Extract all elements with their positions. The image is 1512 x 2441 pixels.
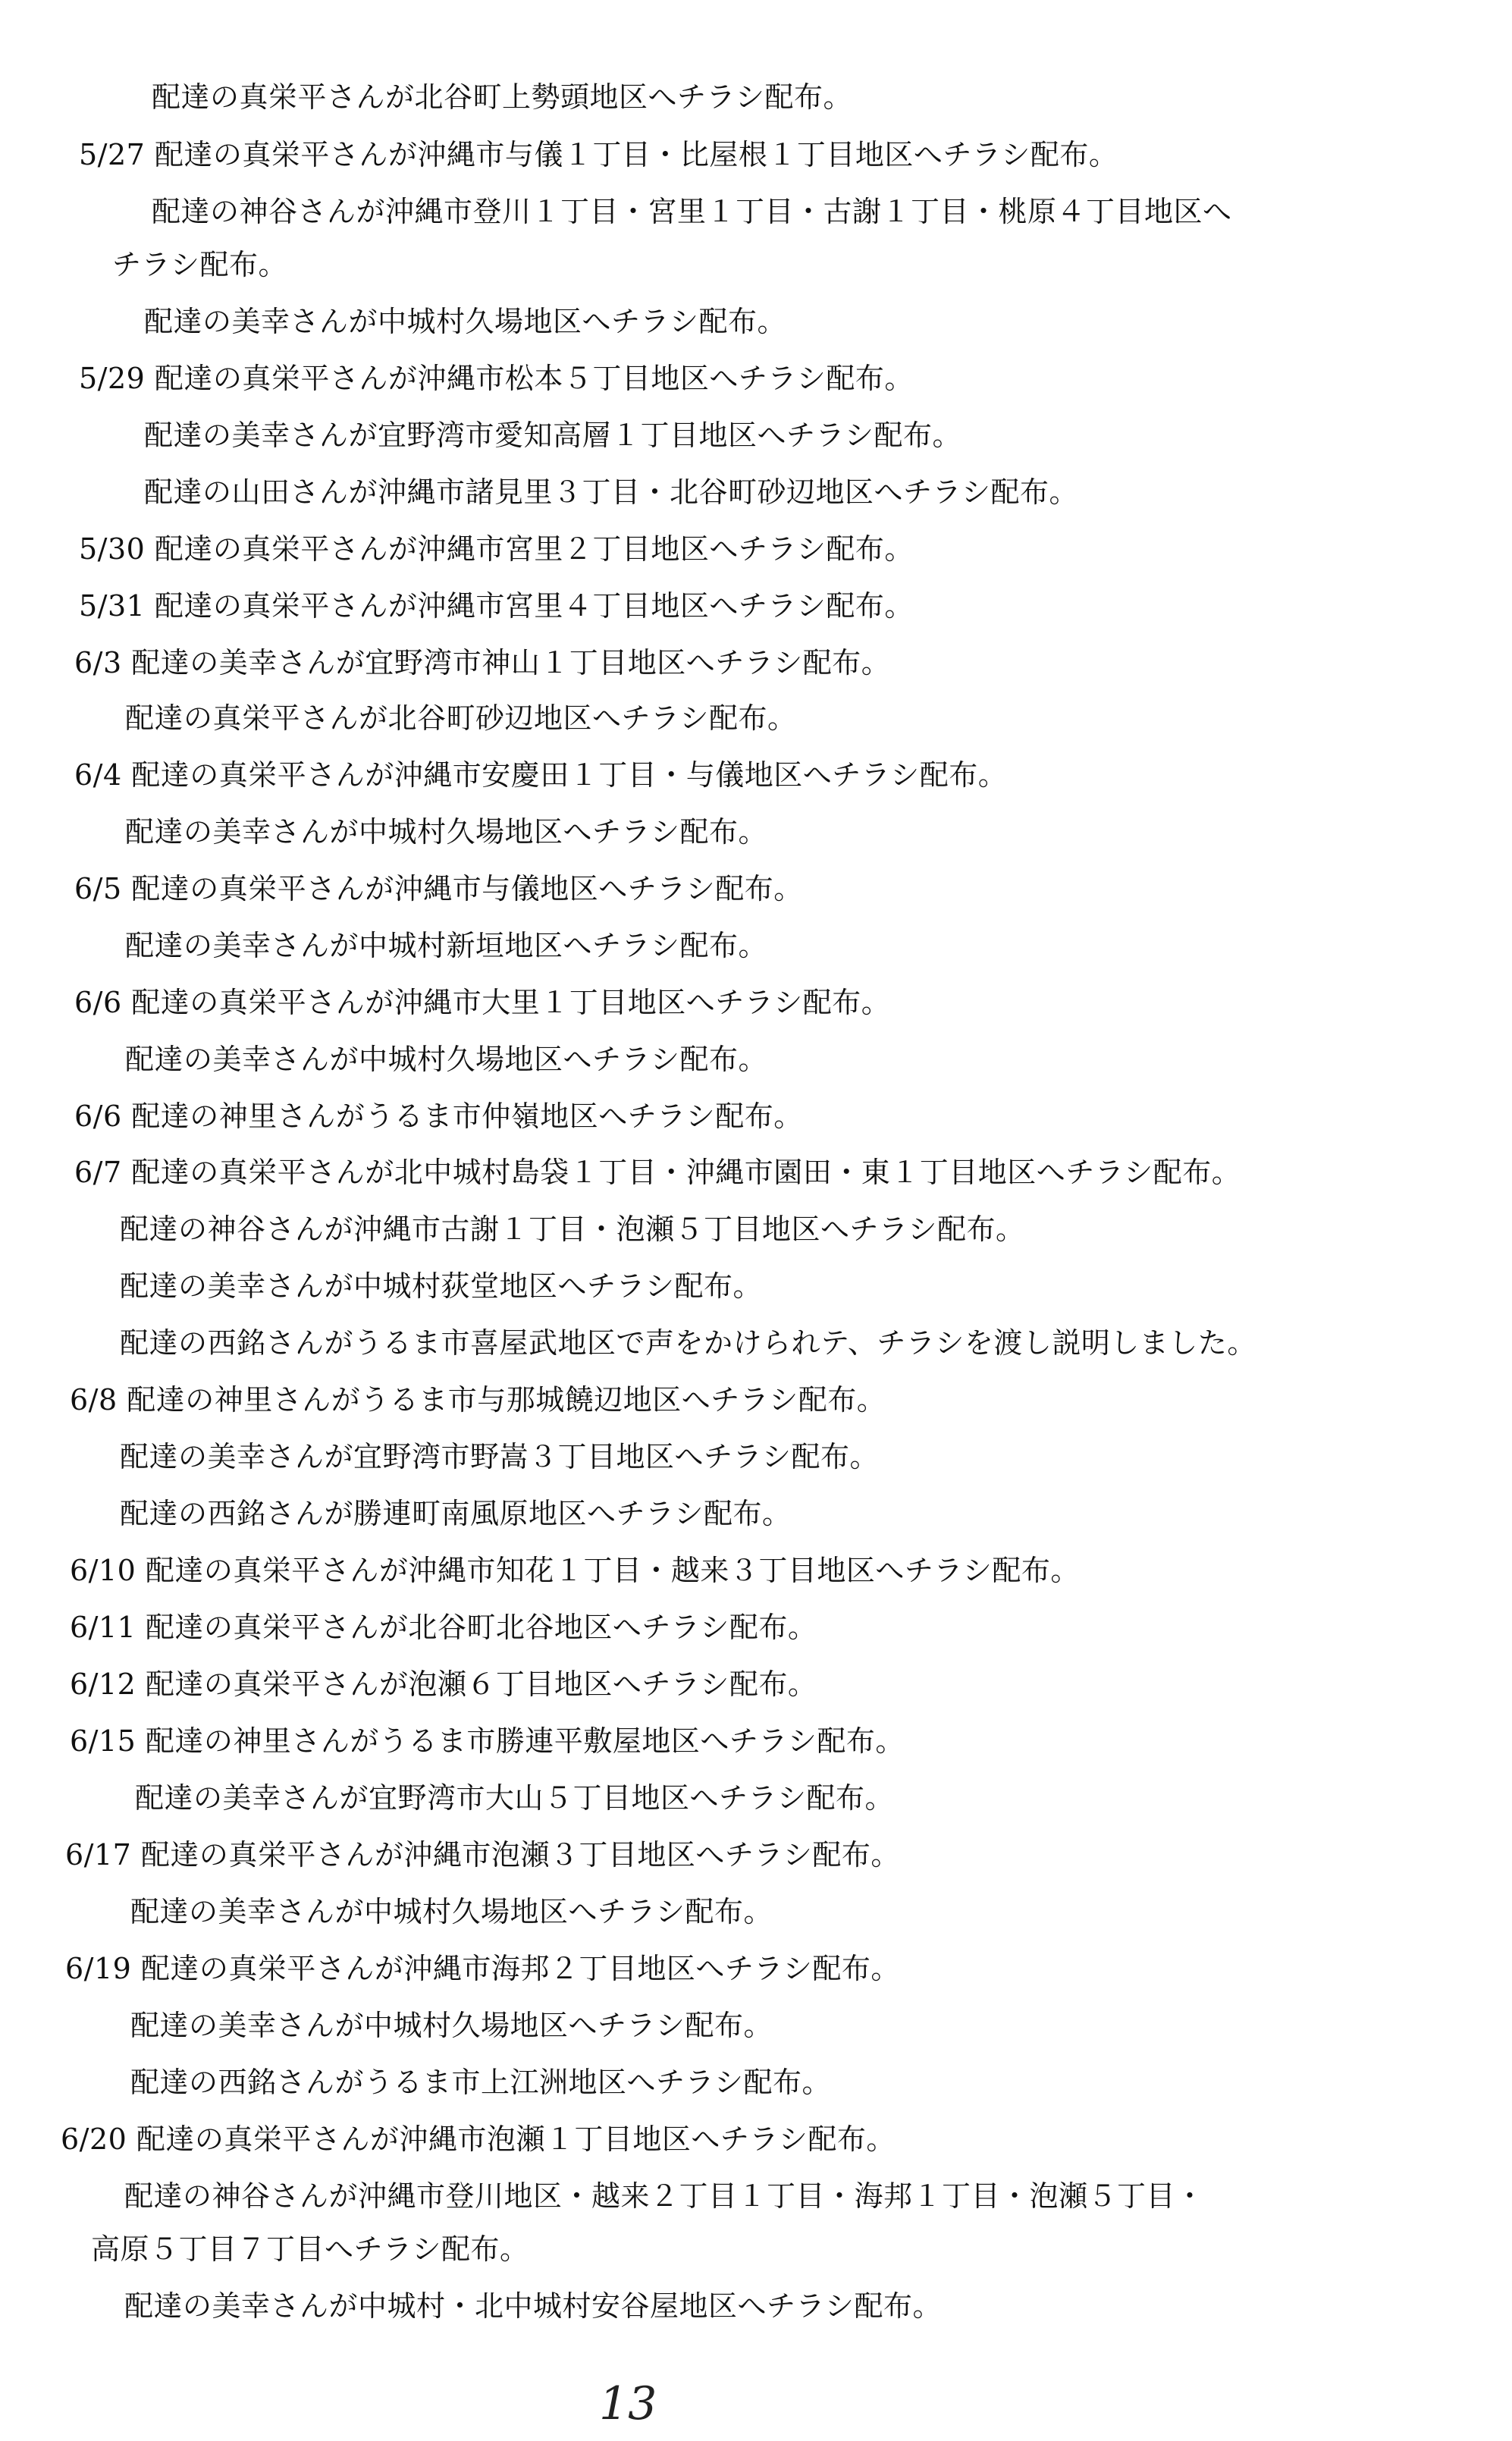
text-line: 配達の美幸さんが中城村久場地区へチラシ配布。 (144, 305, 787, 338)
page-number: 13 (599, 2377, 657, 2430)
text-line: 6/5 配達の真栄平さんが沖縄市与儀地区へチラシ配布。 (74, 872, 803, 905)
text-line: 配達の西銘さんが勝連町南風原地区へチラシ配布。 (120, 1497, 792, 1530)
text-line: 配達の山田さんが沖縄市諸見里３丁目・北谷町砂辺地区へチラシ配布。 (144, 475, 1079, 509)
text-line: 6/7 配達の真栄平さんが北中城村島袋１丁目・沖縄市園田・東１丁目地区へチラシ配布。 (74, 1156, 1241, 1189)
text-line: 配達の西銘さんがうるま市上江洲地区へチラシ配布。 (130, 2066, 832, 2099)
text-line: 配達の神谷さんが沖縄市古謝１丁目・泡瀬５丁目地区へチラシ配布。 (120, 1213, 1025, 1246)
text-line: 5/30 配達の真栄平さんが沖縄市宮里２丁目地区へチラシ配布。 (79, 532, 914, 566)
text-line: 6/20 配達の真栄平さんが沖縄市泡瀬１丁目地区へチラシ配布。 (61, 2123, 896, 2156)
text-line: 配達の美幸さんが中城村新垣地区へチラシ配布。 (125, 929, 768, 962)
text-line: 6/6 配達の真栄平さんが沖縄市大里１丁目地区へチラシ配布。 (74, 986, 891, 1019)
text-line: 配達の美幸さんが宜野湾市野嵩３丁目地区へチラシ配布。 (120, 1440, 880, 1473)
text-line: 配達の美幸さんが宜野湾市愛知高層１丁目地区へチラシ配布。 (144, 419, 962, 452)
text-line: 配達の真栄平さんが北谷町上勢頭地区へチラシ配布。 (152, 80, 853, 114)
text-line: 配達の美幸さんが中城村久場地区へチラシ配布。 (125, 815, 768, 849)
text-line: 配達の西銘さんがうるま市喜屋武地区で声をかけられテ、チラシを渡し説明しました。 (120, 1326, 1256, 1360)
text-line: 配達の真栄平さんが北谷町砂辺地区へチラシ配布。 (125, 701, 797, 735)
text-line: 配達の美幸さんが中城村久場地区へチラシ配布。 (130, 1895, 773, 1928)
text-line: 6/12 配達の真栄平さんが泡瀬６丁目地区へチラシ配布。 (70, 1668, 817, 1701)
text-line: 配達の神谷さんが沖縄市登川地区・越来２丁目１丁目・海邦１丁目・泡瀬５丁目・ (124, 2179, 1205, 2213)
text-line: 配達の美幸さんが中城村・北中城村安谷屋地区へチラシ配布。 (124, 2289, 943, 2323)
text-line: 高原５丁目７丁目へチラシ配布。 (91, 2232, 529, 2266)
text-line: 6/17 配達の真栄平さんが沖縄市泡瀬３丁目地区へチラシ配布。 (65, 1838, 900, 1872)
text-line: 6/8 配達の神里さんがうるま市与那城饒辺地区へチラシ配布。 (70, 1383, 886, 1417)
text-line: 配達の美幸さんが中城村久場地区へチラシ配布。 (130, 2009, 773, 2042)
text-line: 5/31 配達の真栄平さんが沖縄市宮里４丁目地区へチラシ配布。 (79, 589, 914, 623)
text-line: 5/27 配達の真栄平さんが沖縄市与儀１丁目・比屋根１丁目地区へチラシ配布。 (79, 138, 1118, 171)
text-line: 6/3 配達の美幸さんが宜野湾市神山１丁目地区へチラシ配布。 (74, 646, 891, 679)
text-line: 配達の美幸さんが中城村荻堂地区へチラシ配布。 (120, 1269, 763, 1303)
text-line: 6/11 配達の真栄平さんが北谷町北谷地区へチラシ配布。 (70, 1611, 817, 1644)
text-line: 6/15 配達の神里さんがうるま市勝連平敷屋地区へチラシ配布。 (70, 1724, 905, 1758)
text-line: 配達の神谷さんが沖縄市登川１丁目・宮里１丁目・古謝１丁目・桃原４丁目地区へ (152, 195, 1232, 228)
text-line: 配達の美幸さんが中城村久場地区へチラシ配布。 (125, 1043, 768, 1076)
text-line: 6/10 配達の真栄平さんが沖縄市知花１丁目・越来３丁目地区へチラシ配布。 (70, 1554, 1080, 1587)
text-line: 配達の美幸さんが宜野湾市大山５丁目地区へチラシ配布。 (135, 1781, 895, 1815)
text-line: 6/4 配達の真栄平さんが沖縄市安慶田１丁目・与儀地区へチラシ配布。 (74, 758, 1008, 792)
text-line: 5/29 配達の真栄平さんが沖縄市松本５丁目地区へチラシ配布。 (79, 362, 914, 395)
text-line: 6/6 配達の神里さんがうるま市仲嶺地区へチラシ配布。 (74, 1100, 803, 1133)
text-line: 6/19 配達の真栄平さんが沖縄市海邦２丁目地区へチラシ配布。 (65, 1952, 900, 1985)
text-line: チラシ配布。 (112, 248, 288, 281)
